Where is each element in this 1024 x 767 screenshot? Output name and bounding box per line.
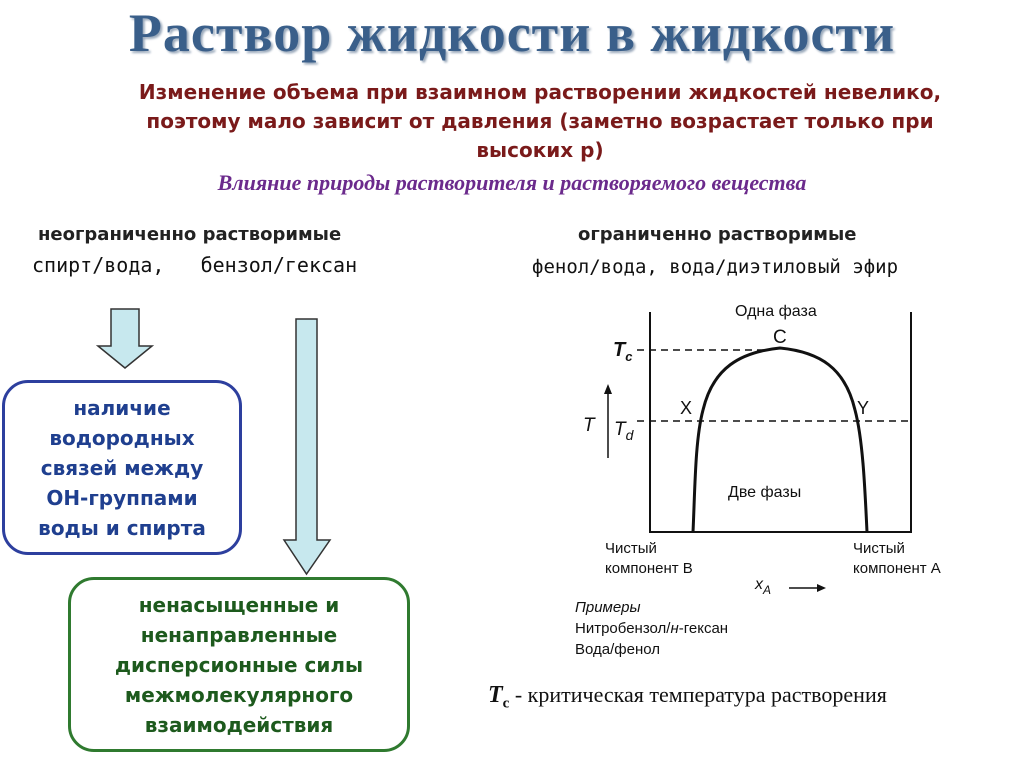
example-1: Нитробензол/н-гексан xyxy=(575,620,729,637)
green-box-line-2: ненаправленные xyxy=(140,622,338,647)
blue-box-line-4: ОН-группами xyxy=(46,485,198,510)
green-box-line-1: ненасыщенные и xyxy=(138,592,340,617)
t-axis-arrowhead-icon xyxy=(604,384,612,394)
limited-solubility-examples: фенол/вода, вода/диэтиловый эфир xyxy=(532,256,899,278)
blue-box-line-5: воды и спирта xyxy=(38,515,206,540)
y-point-label: Y xyxy=(857,398,870,418)
down-arrow-long-icon xyxy=(282,318,332,576)
subtitle xyxy=(60,78,1020,165)
tc-definition xyxy=(488,682,887,712)
unlimited-solubility-examples: спирт/вода, бензол/гексан xyxy=(32,253,358,277)
t-axis-label: T xyxy=(583,415,595,436)
down-arrow-short-icon xyxy=(96,308,154,370)
two-phases-label: Две фазы xyxy=(728,484,802,501)
subtitle-line-2: поэтому мало зависит от давления (заметно возрастает только при xyxy=(146,109,934,133)
td-label: $T_d$ xyxy=(614,419,634,443)
tc-note-symbol: T xyxy=(488,682,503,708)
examples-title: Примеры xyxy=(575,599,641,616)
xa-arrowhead-icon xyxy=(817,584,826,592)
pure-b-label-line-1: Чистый xyxy=(605,540,657,557)
phase-diagram xyxy=(545,290,1015,675)
critical-point-label: C xyxy=(773,327,787,348)
page-title: Раствор жидкости в жидкости xyxy=(128,3,896,63)
subtitle-line-1: Изменение объема при взаимном растворении жидкостей невелико, xyxy=(138,80,942,104)
dispersion-forces-box xyxy=(68,577,410,752)
pure-b-label-line-2: компонент В xyxy=(605,560,693,577)
green-box-line-5: взаимодействия xyxy=(144,712,334,737)
one-phase-label: Одна фаза xyxy=(735,303,817,320)
blue-box-line-3: связей между xyxy=(40,455,204,480)
coexistence-curve xyxy=(693,348,870,532)
tc-label: $T_c$ xyxy=(613,339,633,364)
unlimited-solubility-heading: неограниченно растворимые xyxy=(38,224,342,245)
x-point-label: X xyxy=(680,398,693,418)
blue-box-line-1: наличие xyxy=(73,395,171,420)
xa-label: $x_A$ xyxy=(755,576,772,597)
example-2: Вода/фенол xyxy=(575,641,661,658)
pure-a-label-line-1: Чистый xyxy=(853,540,905,557)
green-box-line-4: межмолекулярного xyxy=(124,682,354,707)
limited-solubility-heading: ограниченно растворимые xyxy=(578,224,857,245)
tc-note-text: - критическая температура растворения xyxy=(509,682,887,707)
blue-box-line-2: водородных xyxy=(49,425,195,450)
tc-note-sub: c xyxy=(502,695,510,712)
hydrogen-bonds-box xyxy=(2,380,242,555)
influence-heading: Влияние природы растворителя и растворяемого вещества xyxy=(217,170,807,195)
pure-a-label-line-2: компонент А xyxy=(853,560,941,577)
green-box-line-3: дисперсионные силы xyxy=(114,652,364,677)
subtitle-line-3: высоких р) xyxy=(476,138,604,162)
